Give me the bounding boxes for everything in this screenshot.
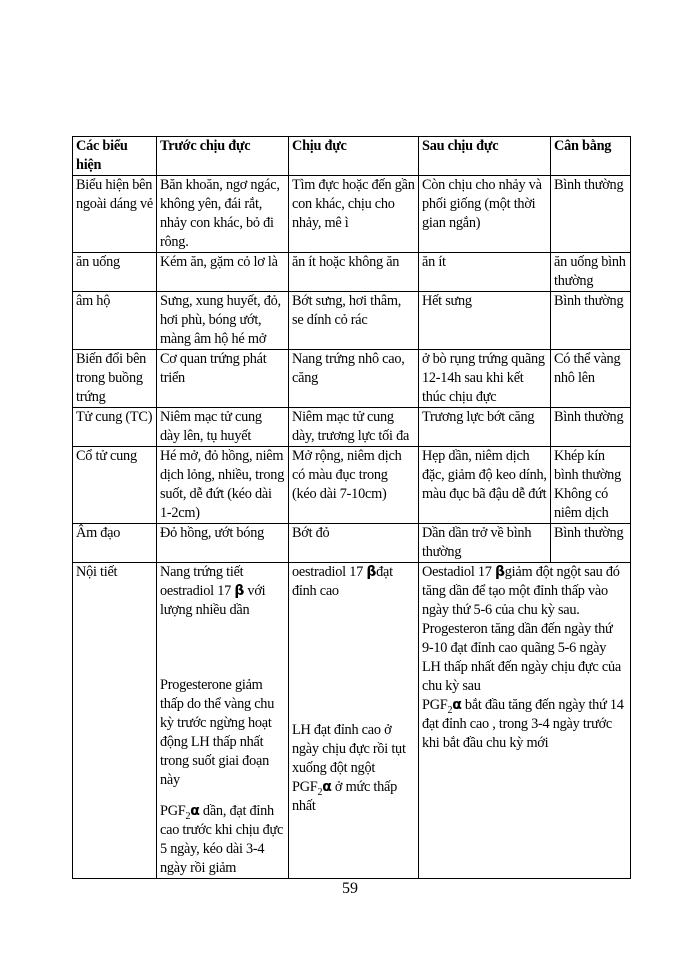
table-cell: Bớt đỏ [289, 524, 419, 563]
table-cell: Nội tiết [73, 563, 157, 879]
endocrine-during-oestradiol: oestradiol 17 βđạt đỉnh cao [292, 564, 393, 599]
table-row-endocrine [73, 563, 631, 879]
endocrine-during-lh: LH đạt đỉnh cao ở ngày chịu đực rồi tụt xuống đột ngột [292, 722, 406, 776]
table-row [73, 350, 631, 408]
table-cell: Hé mở, đỏ hồng, niêm dịch lỏng, nhiều, trong suốt, dễ đứt (kéo dài 1-2cm) [157, 447, 289, 524]
table-cell: Mở rộng, niêm dịch có màu đục trong (kéo dài 7-10cm) [289, 447, 419, 524]
table-cell: Kém ăn, gặm cỏ lơ là [157, 253, 289, 292]
endocrine-during-cell [289, 563, 419, 879]
table-cell: Biến đổi bên trong buồng trứng [73, 350, 157, 408]
beta-symbol: β [495, 564, 505, 580]
table-cell: Âm đạo [73, 524, 157, 563]
table-cell: Trương lực bớt căng [419, 408, 551, 447]
header-cell-after: Sau chịu đực [419, 137, 551, 176]
table-cell: Dần dần trở về bình thường [419, 524, 551, 563]
table-cell: Biểu hiện bên ngoài dáng vẻ [73, 176, 157, 253]
table-cell: Nang trứng nhô cao, căng [289, 350, 419, 408]
table-cell: Hẹp dần, niêm dịch đặc, giảm độ keo dính, màu đục bã đậu dễ đứt [419, 447, 551, 524]
table-cell: Bình thường [551, 408, 631, 447]
table-cell: Sưng, xung huyết, đỏ, hơi phù, bóng ướt, màng âm hộ hé mở [157, 292, 289, 350]
beta-symbol: β [234, 583, 245, 599]
endocrine-after-pgf: $PGF_2\alpha$ bắt đầu tăng đến ngày thứ 14 đạt đỉnh cao , trong 3-4 ngày trước khi bắt đầu chu kỳ mới [422, 697, 624, 751]
page-number: 59 [342, 880, 358, 897]
header-cell-during: Chịu đực [289, 137, 419, 176]
header-cell-balance: Cân bằng [551, 137, 631, 176]
table-cell: ở bò rụng trứng quãng 12-14h sau khi kết thúc chịu đực [419, 350, 551, 408]
table-row [73, 176, 631, 253]
table-cell: Bình thường [551, 292, 631, 350]
table-row [73, 408, 631, 447]
header-cell-before: Trước chịu đực [157, 137, 289, 176]
table-cell: Đỏ hồng, ướt bóng [157, 524, 289, 563]
table-cell: Hết sưng [419, 292, 551, 350]
table-cell: ăn ít hoặc không ăn [289, 253, 419, 292]
table-cell: Tử cung (TC) [73, 408, 157, 447]
table-cell: Tìm đực hoặc đến gần con khác, chịu cho nhảy, mê ì [289, 176, 419, 253]
table-cell: Niêm mạc tử cung dày lên, tụ huyết [157, 408, 289, 447]
table-cell: Cổ tử cung [73, 447, 157, 524]
table-row [73, 253, 631, 292]
table-cell: ăn uống [73, 253, 157, 292]
endocrine-before-progesterone: Progesterone giảm thấp do thể vàng chu kỳ trước ngừng hoạt động LH thấp nhất trong suốt giai đoạn này [160, 677, 275, 788]
endocrine-after-progesterone: Progesteron tăng dần đến ngày thứ 9-10 đạt đỉnh cao quãng 5-6 ngày [422, 621, 613, 656]
spacer [160, 790, 285, 802]
table-cell: Có thể vàng nhô lên [551, 350, 631, 408]
spacer [292, 601, 415, 721]
table-cell: Bình thường [551, 524, 631, 563]
table-cell: Băn khoăn, ngơ ngác, không yên, đái rắt, nhảy con khác, bỏ đi rông. [157, 176, 289, 253]
table-cell: âm hộ [73, 292, 157, 350]
endocrine-before-oestradiol: Nang trứng tiết oestradiol 17 β với lượng nhiều dần [160, 564, 266, 618]
table-cell: ăn uống bình thường [551, 253, 631, 292]
alpha-symbol: α [322, 779, 332, 795]
endocrine-after-cell [419, 563, 631, 879]
table-row [73, 292, 631, 350]
header-cell-signs: Các biểu hiện [73, 137, 157, 176]
table-cell: Bớt sưng, hơi thâm, se dính cỏ rác [289, 292, 419, 350]
endocrine-before-pgf: $PGF_2\alpha$ dần, đạt đỉnh cao trước khi chịu đực 5 ngày, kéo dài 3-4 ngày rồi giảm [160, 803, 284, 876]
table-cell: Còn chịu cho nhảy và phối giống (một thời gian ngắn) [419, 176, 551, 253]
table-cell: Cơ quan trứng phát triển [157, 350, 289, 408]
table-header-row [73, 137, 631, 176]
estrus-stage-table [72, 136, 631, 879]
table-row [73, 524, 631, 563]
alpha-symbol: α [190, 803, 200, 819]
table-cell: ăn ít [419, 253, 551, 292]
table-cell: Niêm mạc tử cung dày, trương lực tối đa [289, 408, 419, 447]
beta-symbol: β [366, 564, 377, 580]
table-cell: Khép kín bình thường Không có niêm dịch [551, 447, 631, 524]
table-cell: Bình thường [551, 176, 631, 253]
endocrine-after-lh: LH thấp nhất đến ngày chịu đực của chu kỳ sau [422, 659, 621, 694]
table-row [73, 447, 631, 524]
endocrine-before-cell [157, 563, 289, 879]
spacer [160, 620, 285, 676]
endocrine-after-oestradiol: Oestadiol 17 βgiảm đột ngột sau đó tăng dần để tạo một đỉnh thấp vào ngày thứ 5-6 của chu kỳ sau. [422, 564, 620, 618]
alpha-symbol: α [452, 697, 462, 713]
endocrine-during-pgf: $PGF_2\alpha$ ở mức thấp nhất [292, 779, 397, 814]
